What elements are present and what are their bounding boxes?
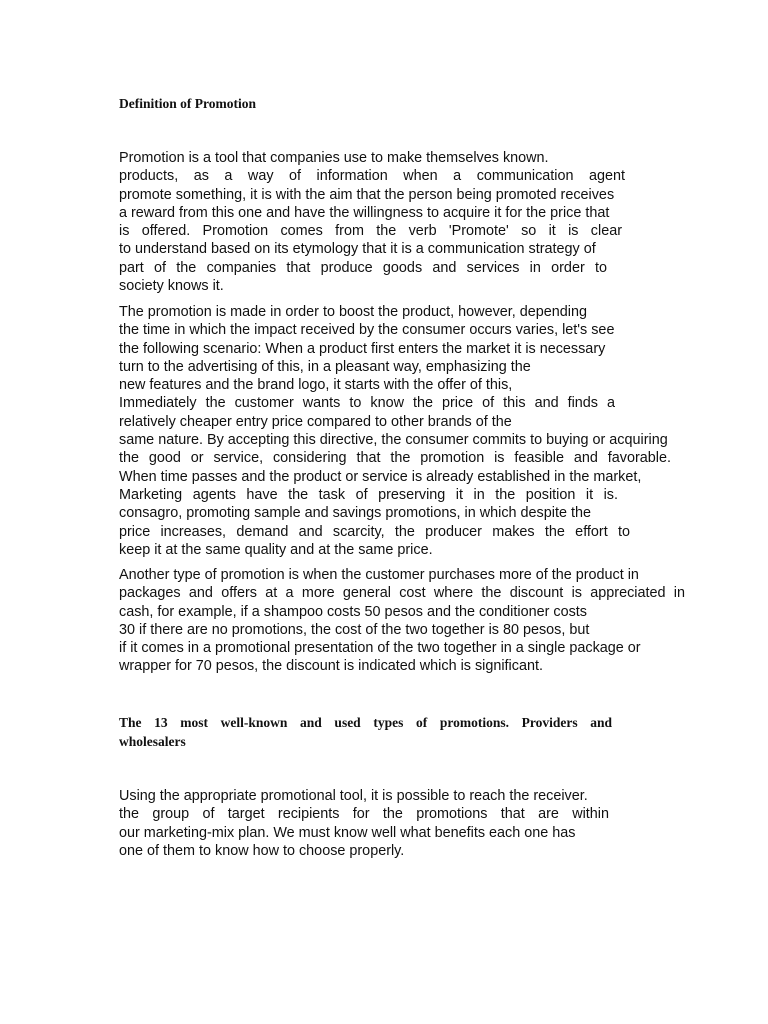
text-line: 30 if there are no promotions, the cost of the two together is 80 pesos, but [119,621,590,638]
text-line: relatively cheaper entry price compared to other brands of the [119,413,512,430]
text-line: consagro, promoting sample and savings promotions, in which despite the [119,505,591,522]
text-line: turn to the advertising of this, in a pleasant way, emphasizing the [119,358,531,375]
text-line: products, as a way of information when a communication agent [119,168,625,185]
text-line: a reward from this one and have the willingness to acquire it for the price that [119,204,610,221]
text-line: Using the appropriate promotional tool, it is possible to reach the receiver. [119,788,588,804]
text-line: part of the companies that produce goods and services in order to [119,259,607,276]
text-line: packages and offers at a more general cost where the discount is appreciated in [119,585,685,602]
text-line: new features and the brand logo, it starts with the offer of this, [119,377,513,394]
text-line: if it comes in a promotional presentation of the two together in a single package or [119,640,641,657]
text-line: price increases, demand and scarcity, the producer makes the effort to [119,523,630,540]
heading-line: wholesalers [119,734,186,749]
text-line: the time in which the impact received by the consumer occurs varies, let's see [119,322,615,339]
text-line: The promotion is made in order to boost the product, however, depending [119,304,587,320]
text-line: society knows it. [119,278,224,295]
text-line: keep it at the same quality and at the same price. [119,541,433,558]
text-line: Marketing agents have the task of preserving it in the position it is. [119,486,618,503]
paragraph-promotional-tool [119,787,609,860]
paragraph-another-type [119,566,685,676]
text-line: Promotion is a tool that companies use to make themselves known. [119,150,549,166]
text-line: When time passes and the product or service is already established in the market, [119,468,642,485]
text-line: our marketing-mix plan. We must know well what benefits each one has [119,824,576,841]
text-line: the good or service, considering that the promotion is feasible and favorable. [119,450,671,467]
text-line: wrapper for 70 pesos, the discount is indicated which is significant. [119,658,543,675]
heading-definition-of-promotion [119,94,256,113]
text-line: to understand based on its etymology that it is a communication strategy of [119,241,596,258]
heading-types-of-promotions [119,713,612,751]
text-line: promote something, it is with the aim that the person being promoted receives [119,186,615,203]
text-line: is offered. Promotion comes from the verb 'Promote' so it is clear [119,223,622,240]
heading-text: Definition of Promotion [119,96,256,111]
text-line: Another type of promotion is when the customer purchases more of the product in [119,567,639,583]
text-line: the following scenario: When a product first enters the market it is necessary [119,340,606,357]
paragraph-promotion-boost [119,303,671,559]
text-line: same nature. By accepting this directive, the consumer commits to buying or acquiring [119,432,668,449]
paragraph-definition [119,149,625,295]
text-line: the group of target recipients for the promotions that are within [119,806,609,823]
text-line: one of them to know how to choose properly. [119,842,405,859]
text-line: cash, for example, if a shampoo costs 50 pesos and the conditioner costs [119,603,587,620]
text-line: Immediately the customer wants to know the price of this and finds a [119,395,615,412]
heading-line: The 13 most well-known and used types of promotions. Providers and [119,715,612,730]
